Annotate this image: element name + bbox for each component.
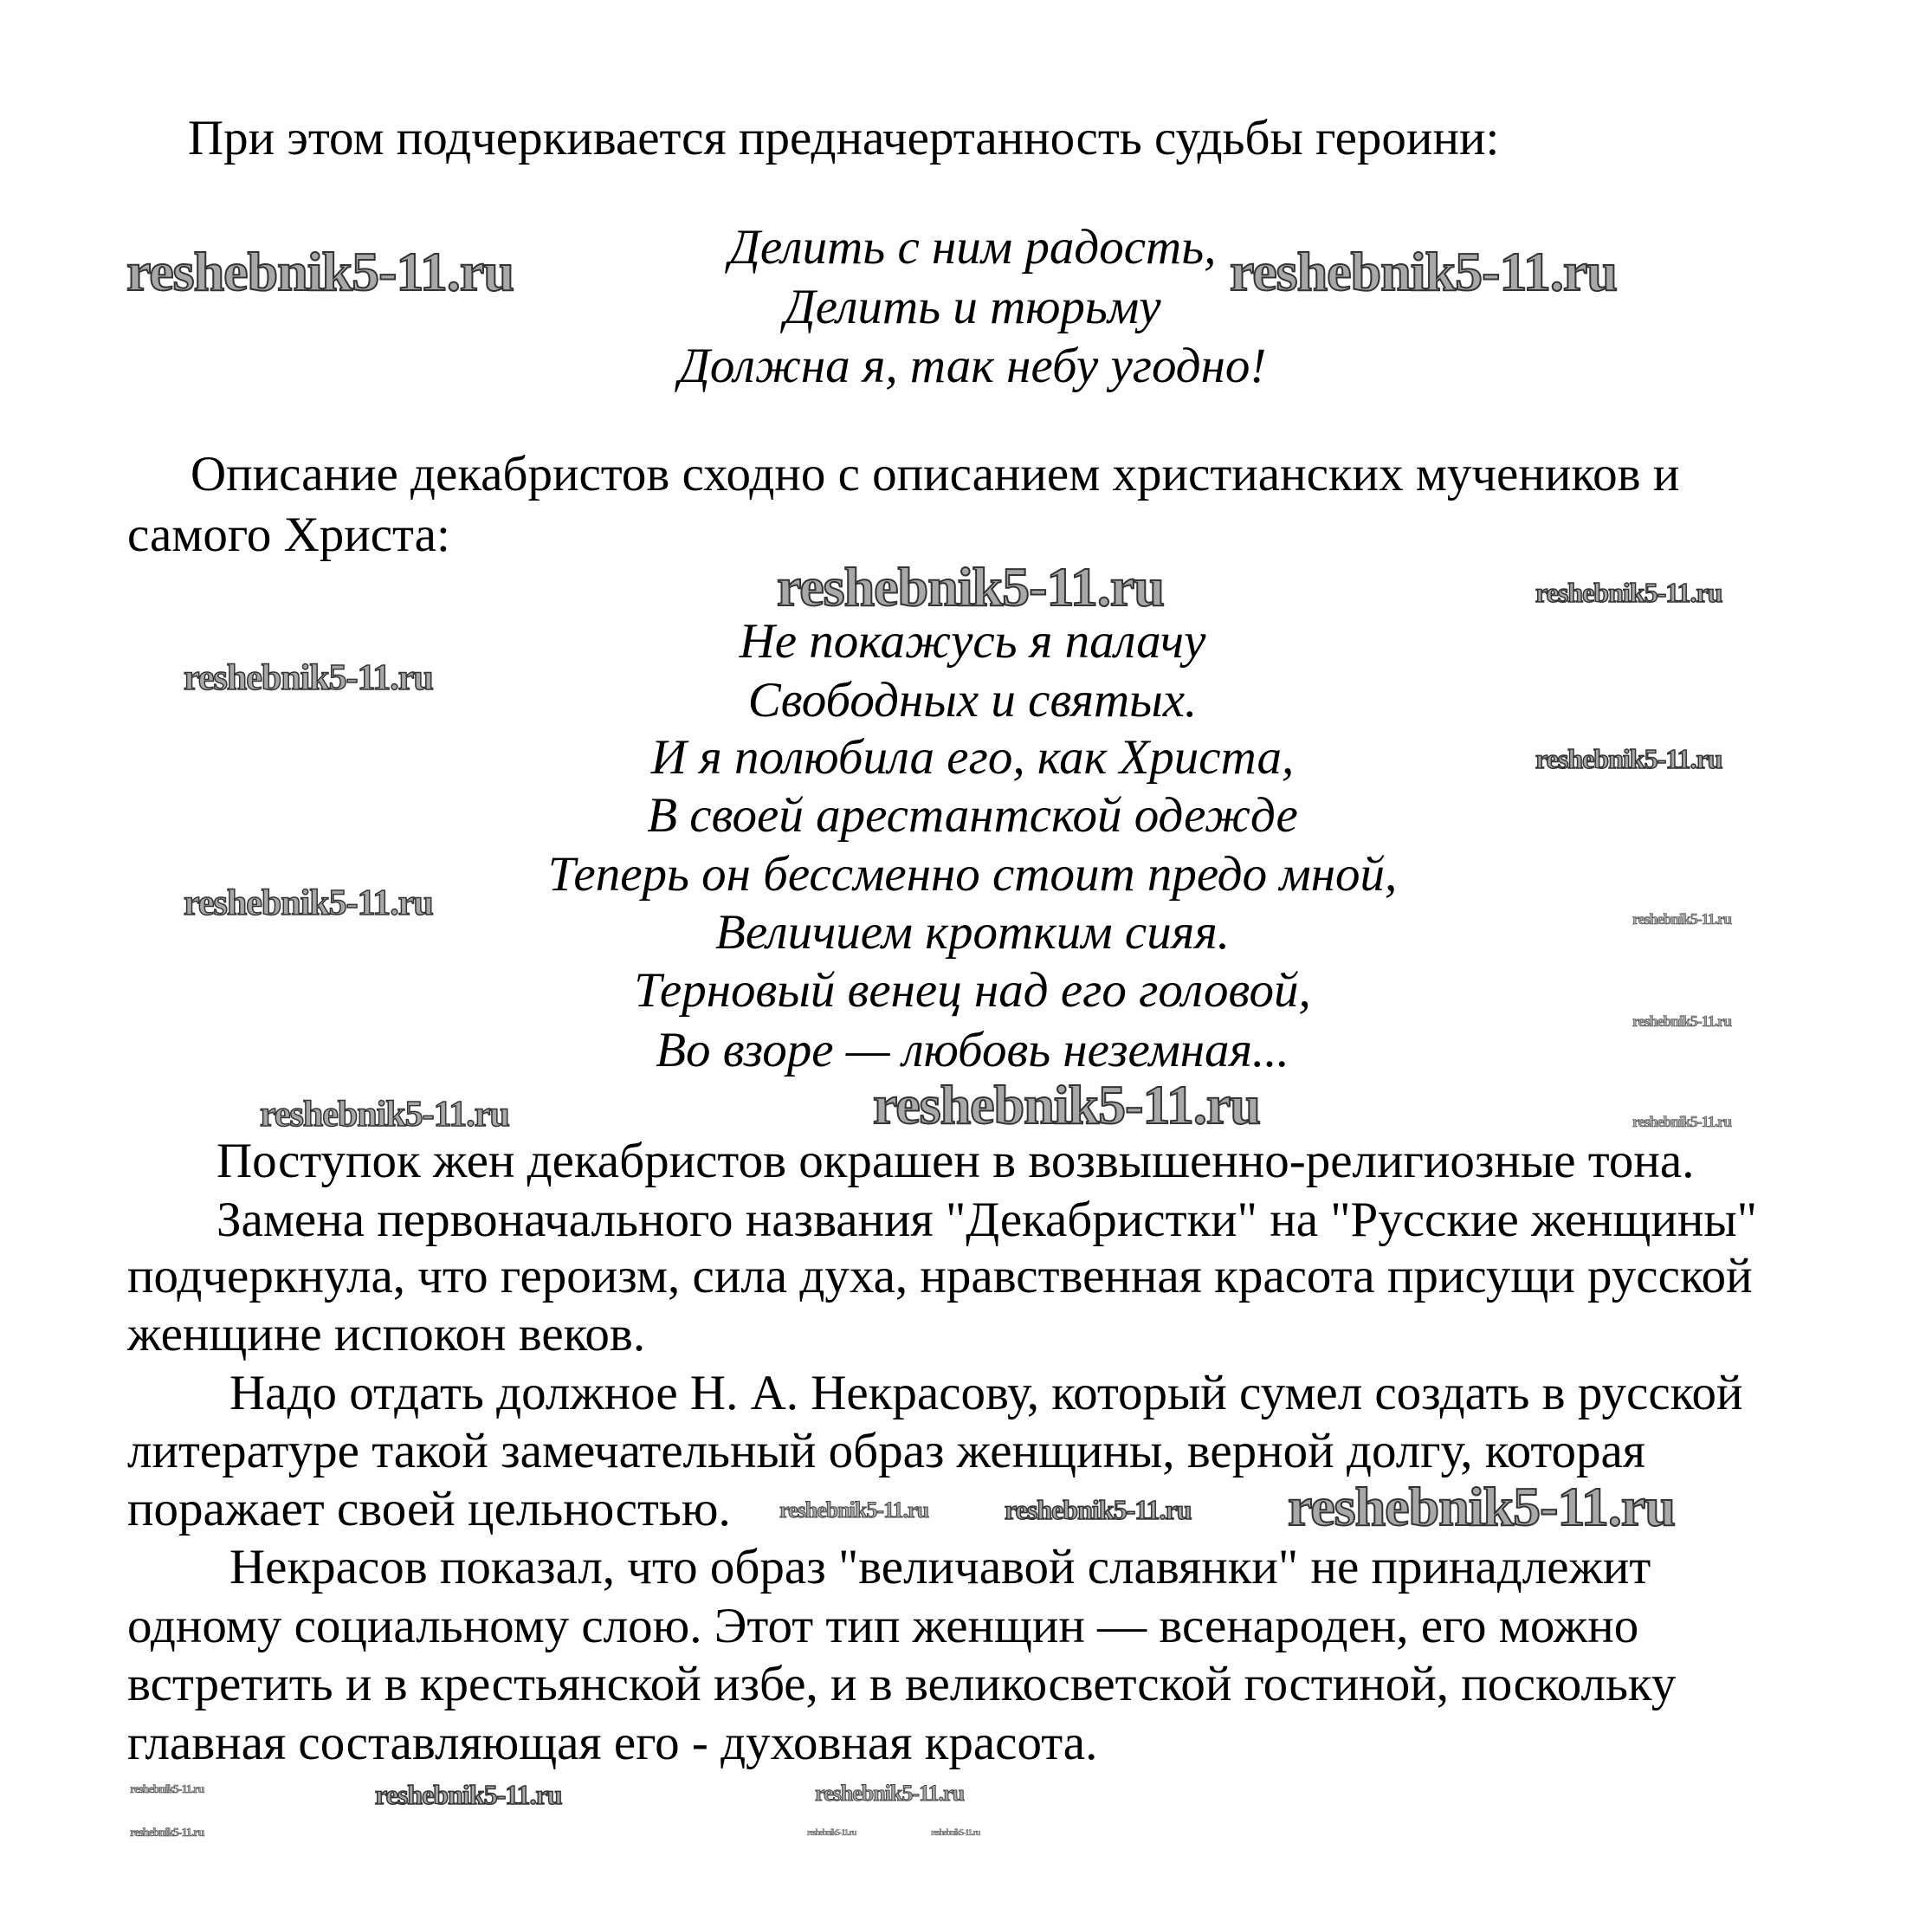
- watermark: reshebnik5-11.ru: [777, 556, 1164, 618]
- watermark: reshebnik5-11.ru: [1288, 1476, 1675, 1537]
- watermark: reshebnik5-11.ru: [931, 1828, 980, 1838]
- poem-line: Величием кротким сияя.: [715, 905, 1230, 960]
- paragraph-line: Некрасов показал, что образ "величавой славянки" не принадлежит: [229, 1540, 1651, 1594]
- poem-line: Не покажусь я палачу: [739, 614, 1206, 669]
- watermark: reshebnik5-11.ru: [126, 241, 514, 302]
- paragraph-line: Замена первоначального названия "Декабристки" на "Русские женщины": [216, 1193, 1757, 1247]
- watermark: reshebnik5-11.ru: [1632, 1012, 1732, 1030]
- paragraph-line: подчеркнула, что героизм, сила духа, нравственная красота присущи русской: [127, 1249, 1753, 1303]
- watermark: reshebnik5-11.ru: [1632, 1113, 1732, 1130]
- paragraph-line: главная составляющая его - духовная красота.: [127, 1716, 1098, 1770]
- watermark: reshebnik5-11.ru: [1535, 577, 1722, 608]
- watermark: reshebnik5-11.ru: [1632, 910, 1732, 928]
- watermark: reshebnik5-11.ru: [130, 1783, 204, 1796]
- watermark: reshebnik5-11.ru: [1535, 743, 1722, 774]
- watermark: reshebnik5-11.ru: [815, 1781, 965, 1806]
- poem-line: Теперь он бессменно стоит предо мной,: [547, 847, 1398, 902]
- paragraph-line: женщине испокон веков.: [127, 1307, 646, 1361]
- poem-line: Свободных и святых.: [747, 673, 1198, 727]
- poem-line: Делить с ним радость,: [728, 220, 1217, 275]
- watermark: reshebnik5-11.ru: [873, 1074, 1260, 1135]
- watermark: reshebnik5-11.ru: [1005, 1494, 1192, 1525]
- paragraph-line: Поступок жен декабристов окрашен в возвышенно-религиозные тона.: [216, 1134, 1695, 1188]
- paragraph-line: Описание декабристов сходно с описанием христианских мучеников и: [191, 447, 1680, 501]
- watermark: reshebnik5-11.ru: [260, 1095, 509, 1135]
- poem-line: В своей арестантской одежде: [647, 788, 1298, 843]
- watermark: reshebnik5-11.ru: [130, 1827, 204, 1840]
- watermark: reshebnik5-11.ru: [375, 1779, 562, 1810]
- poem-line: Делить и тюрьму: [784, 280, 1161, 334]
- paragraph-line: поражает своей цельностью.: [127, 1482, 731, 1536]
- paragraph-line: встретить и в крестьянской избе, и в великосветской гостиной, поскольку: [127, 1657, 1677, 1711]
- paragraph-line: самого Христа:: [127, 508, 450, 562]
- poem-line: Терновый венец над его головой,: [634, 963, 1311, 1018]
- intro-paragraph: При этом подчеркивается предначертанность судьбы героини:: [188, 111, 1500, 165]
- watermark: reshebnik5-11.ru: [1230, 241, 1617, 302]
- poem-line: И я полюбила его, как Христа,: [650, 730, 1295, 785]
- watermark: reshebnik5-11.ru: [807, 1828, 856, 1838]
- watermark: reshebnik5-11.ru: [184, 658, 433, 698]
- paragraph-line: одному социальному слою. Этот тип женщин — всенароден, его можно: [127, 1599, 1639, 1653]
- paragraph-line: Надо отдать должное Н. А. Некрасову, который сумел создать в русской: [229, 1366, 1743, 1420]
- poem-line: Должна я, так небу угодно!: [678, 339, 1267, 393]
- paragraph-line: литературе такой замечательный образ женщины, верной долгу, которая: [127, 1424, 1646, 1478]
- watermark: reshebnik5-11.ru: [779, 1497, 929, 1523]
- poem-line: Во взоре — любовь неземная...: [656, 1023, 1289, 1077]
- watermark: reshebnik5-11.ru: [184, 883, 433, 923]
